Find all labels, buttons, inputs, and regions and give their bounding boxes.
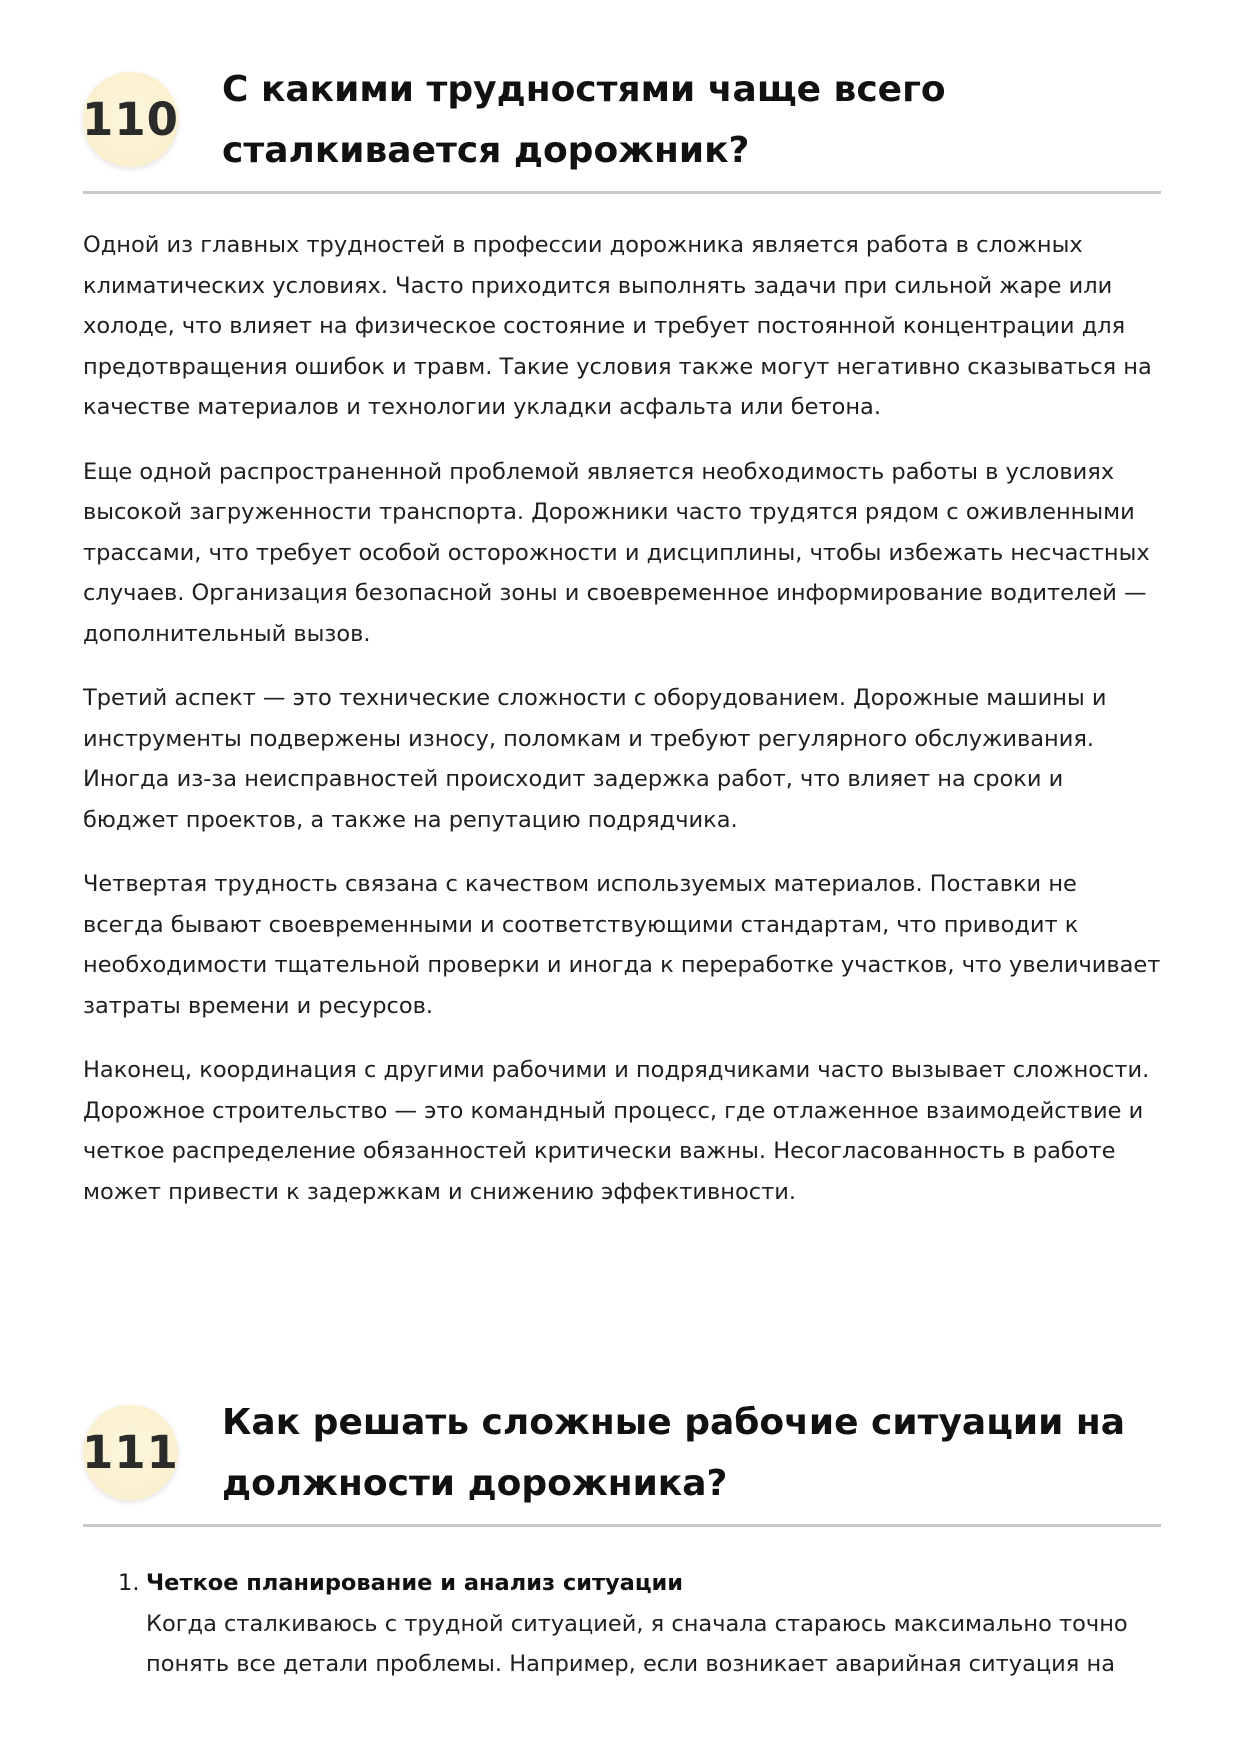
- paragraph: Одной из главных трудностей в профессии дорожника является работа в сложных климатических условиях. Часто приходится выполнять задачи при сильной жаре или холоде, что влияет на физическое состояние и требует постоянной концентрации для предотвращения ошибок и травм. Такие условия также могут негативно сказываться на качестве материалов и технологии укладки асфальта или бетона.: [83, 232, 1152, 420]
- question-title: С какими трудностями чаще всего сталкивается дорожник?: [222, 69, 946, 171]
- question-111: [83, 1392, 1161, 1685]
- answer-list: [83, 1563, 1161, 1685]
- list-item-number: 1.: [118, 1570, 140, 1596]
- list-item-heading: Четкое планирование и анализ ситуации: [146, 1570, 684, 1596]
- question-title: Как решать сложные рабочие ситуации на должности дорожника?: [222, 1402, 1126, 1504]
- paragraph: Наконец, координация с другими рабочими и подрядчиками часто вызывает сложности. Дорожное строительство — это командный процесс, где отлаженное взаимодействие и четкое распределение обязанностей критически важны. Несогласованность в работе может привести к задержкам и снижению эффективности.: [83, 1057, 1150, 1205]
- paragraph: Третий аспект — это технические сложности с оборудованием. Дорожные машины и инструменты подвержены износу, поломкам и требуют регулярного обслуживания. Иногда из-за неисправностей происходит задержка работ, что влияет на сроки и бюджет проектов, а также на репутацию подрядчика.: [83, 685, 1107, 833]
- paragraph: Еще одной распространенной проблемой является необходимость работы в условиях высокой загруженности транспорта. Дорожники часто трудятся рядом с оживленными трассами, что требует особой осторожности и дисциплины, чтобы избежать несчастных случаев. Организация безопасной зоны и своевременное информирование водителей — дополнительный вызов.: [83, 458, 1150, 647]
- paragraph: Четвертая трудность связана с качеством используемых материалов. Поставки не всегда бывают своевременными и соответствующими стандартам, что приводит к необходимости тщательной проверки и иногда к переработке участков, что увеличивает затраты времени и ресурсов.: [83, 871, 1161, 1019]
- question-110: [83, 59, 1161, 1212]
- answer: [83, 225, 1161, 1212]
- question-header: [83, 59, 1161, 194]
- list-item-text: Когда сталкиваюсь с трудной ситуацией, я сначала стараюсь максимально точно понять все детали проблемы. Например, если возникает аварийная ситуация на: [146, 1610, 1128, 1677]
- list-item: [83, 1563, 1161, 1685]
- question-number-badge: 111: [83, 1405, 178, 1500]
- question-number-badge: 110: [83, 72, 178, 167]
- question-header: [83, 1392, 1161, 1527]
